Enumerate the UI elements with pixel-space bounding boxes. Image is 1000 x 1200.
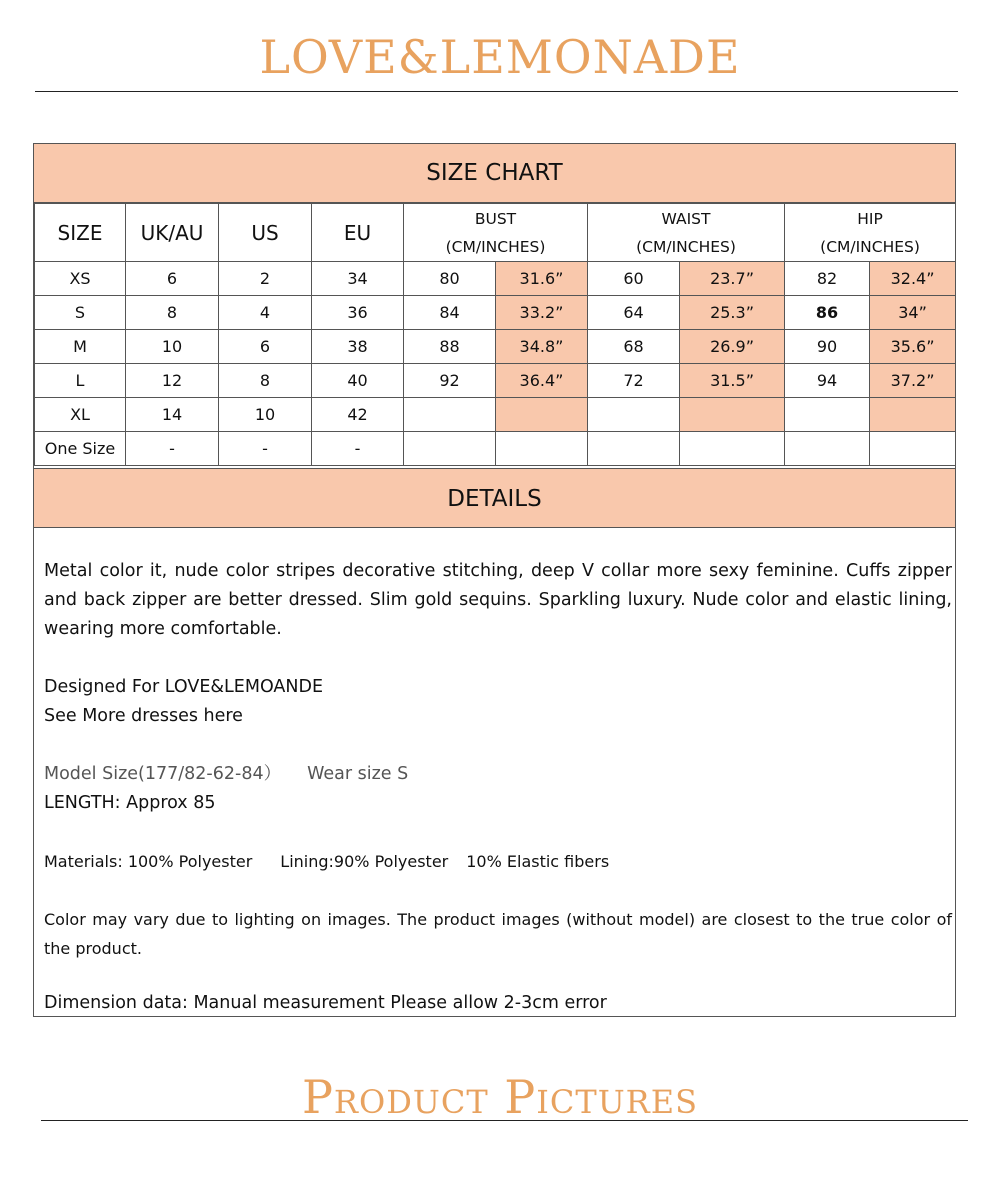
cell-waist-in: 31.5”	[680, 364, 785, 398]
brand-title: LOVE&LEMONADE	[259, 30, 741, 84]
header-hip-unit: (CM/INCHES)	[820, 237, 920, 256]
product-pictures-title: Product Pictures	[301, 1070, 699, 1124]
table-row	[35, 296, 956, 330]
cell-bust-in: 33.2”	[496, 296, 588, 330]
header-bust	[404, 204, 588, 262]
cell-waist-cm: 68	[588, 330, 680, 364]
header-waist-unit: (CM/INCHES)	[636, 237, 736, 256]
header-bust-label: BUST	[474, 209, 517, 228]
cell-us: 8	[219, 364, 312, 398]
cell-waist-cm	[588, 398, 680, 432]
size-table-header	[35, 204, 956, 262]
cell-waist-cm: 72	[588, 364, 680, 398]
table-row	[35, 364, 956, 398]
cell-bust-in: 31.6”	[496, 262, 588, 296]
header-waist	[588, 204, 785, 262]
cell-waist-in: 26.9”	[680, 330, 785, 364]
dimension-note: Dimension data: Manual measurement Please allow 2-3cm error	[44, 993, 607, 1013]
cell-hip-cm: 82	[785, 262, 870, 296]
details-body	[44, 557, 952, 1018]
cell-bust-cm: 88	[404, 330, 496, 364]
cell-size: L	[35, 364, 126, 398]
length-text: LENGTH: Approx 85	[44, 793, 216, 813]
cell-waist-in: 23.7”	[680, 262, 785, 296]
materials-line	[44, 847, 952, 876]
cell-hip-in: 35.6”	[870, 330, 956, 364]
size-chart-title: SIZE CHART	[34, 144, 955, 203]
table-row	[35, 330, 956, 364]
elastic-text: 10% Elastic fibers	[466, 852, 610, 871]
cell-hip-cm: 90	[785, 330, 870, 364]
header-waist-label: WAIST	[661, 209, 711, 228]
cell-uk-au: 12	[126, 364, 219, 398]
cell-uk-au: -	[126, 432, 219, 466]
cell-size: One Size	[35, 432, 126, 466]
header-hip-label: HIP	[857, 209, 883, 228]
cell-bust-cm	[404, 398, 496, 432]
header-eu: EU	[312, 204, 404, 262]
cell-waist-in	[680, 432, 785, 466]
details-description: Metal color it, nude color stripes decorative stitching, deep V collar more sexy feminine. Cuffs zipper and back zipper are better dressed. Slim gold sequins. Sparkling luxury. Nude color and elastic lining, wearing more comfortable.	[44, 561, 952, 639]
cell-hip-cm	[785, 432, 870, 466]
see-more-link[interactable]: See More dresses here	[44, 706, 243, 726]
cell-bust-in	[496, 432, 588, 466]
color-note: Color may vary due to lighting on images. The product images (without model) are closest to the true color of the product.	[44, 910, 952, 958]
cell-hip-in: 34”	[870, 296, 956, 330]
cell-uk-au: 8	[126, 296, 219, 330]
cell-hip-in: 32.4”	[870, 262, 956, 296]
cell-us: 10	[219, 398, 312, 432]
cell-bust-in: 36.4”	[496, 364, 588, 398]
cell-size: XS	[35, 262, 126, 296]
cell-size: M	[35, 330, 126, 364]
size-chart-panel	[33, 143, 956, 1017]
table-row	[35, 262, 956, 296]
cell-waist-cm	[588, 432, 680, 466]
cell-waist-cm: 64	[588, 296, 680, 330]
cell-bust-cm	[404, 432, 496, 466]
cell-waist-in: 25.3”	[680, 296, 785, 330]
wear-size-text: Wear size S	[307, 764, 409, 784]
cell-bust-in: 34.8”	[496, 330, 588, 364]
header-hip	[785, 204, 956, 262]
cell-bust-cm: 84	[404, 296, 496, 330]
cell-hip-cm: 94	[785, 364, 870, 398]
cell-eu: 40	[312, 364, 404, 398]
details-title: DETAILS	[34, 468, 955, 528]
cell-us: 4	[219, 296, 312, 330]
cell-eu: 36	[312, 296, 404, 330]
cell-hip-in: 37.2”	[870, 364, 956, 398]
cell-hip-cm	[785, 398, 870, 432]
cell-size: S	[35, 296, 126, 330]
header-size: SIZE	[35, 204, 126, 262]
cell-hip-in	[870, 398, 956, 432]
materials-text: Materials: 100% Polyester	[44, 852, 253, 871]
cell-waist-cm: 60	[588, 262, 680, 296]
table-row	[35, 398, 956, 432]
cell-uk-au: 14	[126, 398, 219, 432]
designed-for-text: Designed For LOVE&LEMOANDE	[44, 677, 324, 697]
cell-bust-cm: 80	[404, 262, 496, 296]
cell-uk-au: 10	[126, 330, 219, 364]
cell-eu: -	[312, 432, 404, 466]
cell-waist-in	[680, 398, 785, 432]
header-us: US	[219, 204, 312, 262]
model-size-text: Model Size(177/82-62-84）	[44, 764, 282, 784]
cell-uk-au: 6	[126, 262, 219, 296]
cell-bust-in	[496, 398, 588, 432]
cell-us: -	[219, 432, 312, 466]
lining-text: Lining:90% Polyester	[280, 852, 449, 871]
size-table	[34, 203, 956, 466]
top-divider	[35, 91, 958, 92]
cell-hip-cm: 86	[785, 296, 870, 330]
header-uk-au: UK/AU	[126, 204, 219, 262]
bottom-divider	[41, 1120, 968, 1121]
table-row	[35, 432, 956, 466]
cell-size: XL	[35, 398, 126, 432]
cell-us: 2	[219, 262, 312, 296]
cell-hip-in	[870, 432, 956, 466]
cell-bust-cm: 92	[404, 364, 496, 398]
header-bust-unit: (CM/INCHES)	[445, 237, 546, 256]
cell-eu: 34	[312, 262, 404, 296]
cell-us: 6	[219, 330, 312, 364]
cell-eu: 38	[312, 330, 404, 364]
cell-eu: 42	[312, 398, 404, 432]
model-size-line	[44, 760, 952, 789]
